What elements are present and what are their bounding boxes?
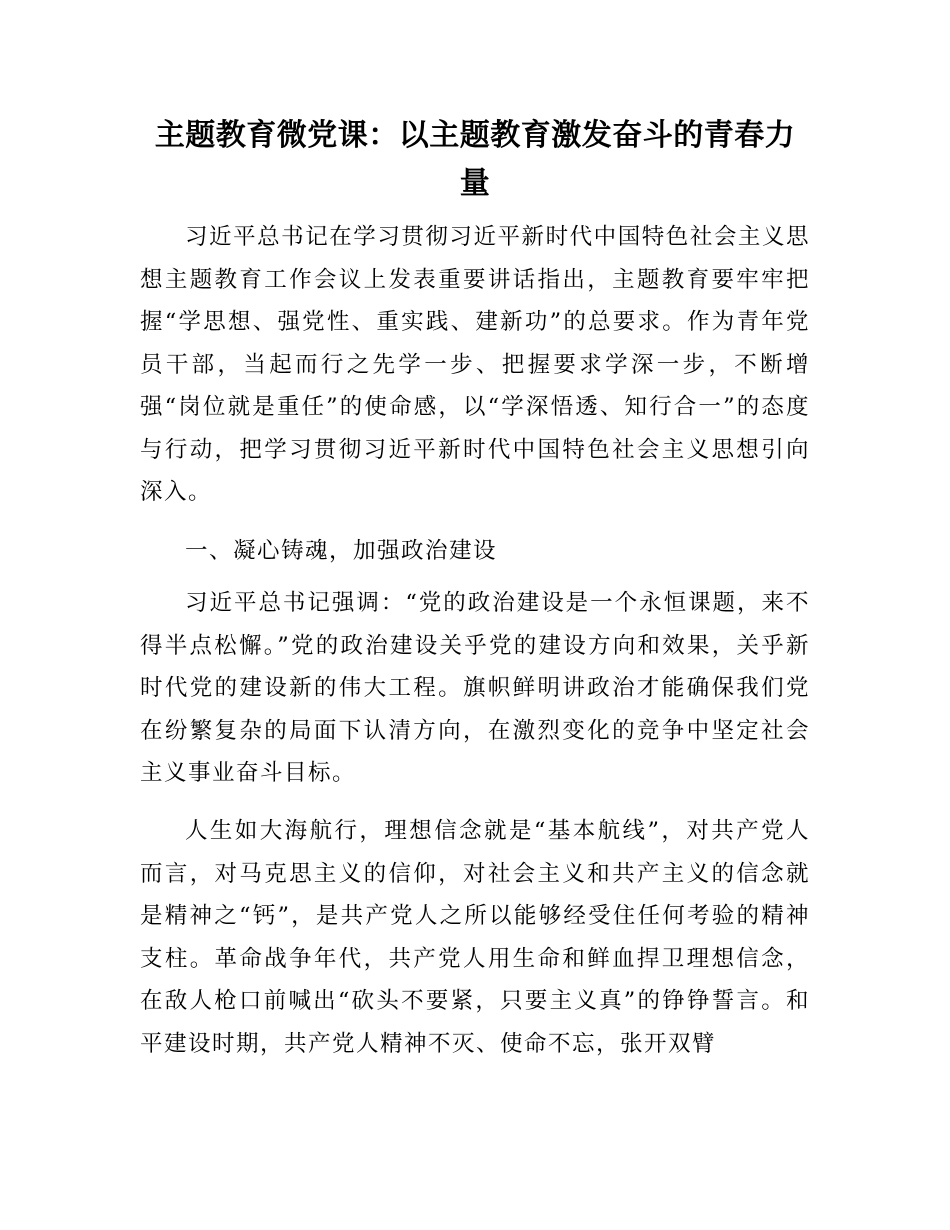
section-heading: 一、凝心铸魂，加强政治建设 <box>185 538 498 564</box>
paragraph-ideals-beliefs: 人生如大海航行，理想信念就是“基本航线”，对共产党人而言，对马克思主义的信仰，对社会主义和共产主义的信念就是精神之“钙”，是共产党人之所以能够经受住任何考验的精神支柱。革命战争年代，共产党人用生命和鲜血捍卫理想信念，在敌人枪口前喊出“砍头不要紧，只要主义真”的铮铮誓言。和平建设时期，共产党人精神不灭、使命不忘，张开双臂 <box>140 818 810 1057</box>
document-title: 主题教育微党课：以主题教育激发奋斗的青春力量 <box>154 118 796 201</box>
paragraph-political-building: 习近平总书记强调：“党的政治建设是一个永恒课题，来不得半点松懈。”党的政治建设关乎党的建设方向和效果，关乎新时代党的建设新的伟大工程。旗帜鲜明讲政治才能确保我们党在纷繁复杂的局面下认清方向，在激烈变化的竞争中坚定社会主义事业奋斗目标。 <box>140 590 810 786</box>
paragraph-intro: 习近平总书记在学习贯彻习近平新时代中国特色社会主义思想主题教育工作会议上发表重要讲话指出，主题教育要牢牢把握“学思想、强党性、重实践、建新功”的总要求。作为青年党员干部，当起而行之先学一步、把握要求学深一步，不断增强“岗位就是重任”的使命感，以“学深悟透、知行合一”的态度与行动，把学习贯彻习近平新时代中国特色社会主义思想引向深入。 <box>140 224 810 505</box>
